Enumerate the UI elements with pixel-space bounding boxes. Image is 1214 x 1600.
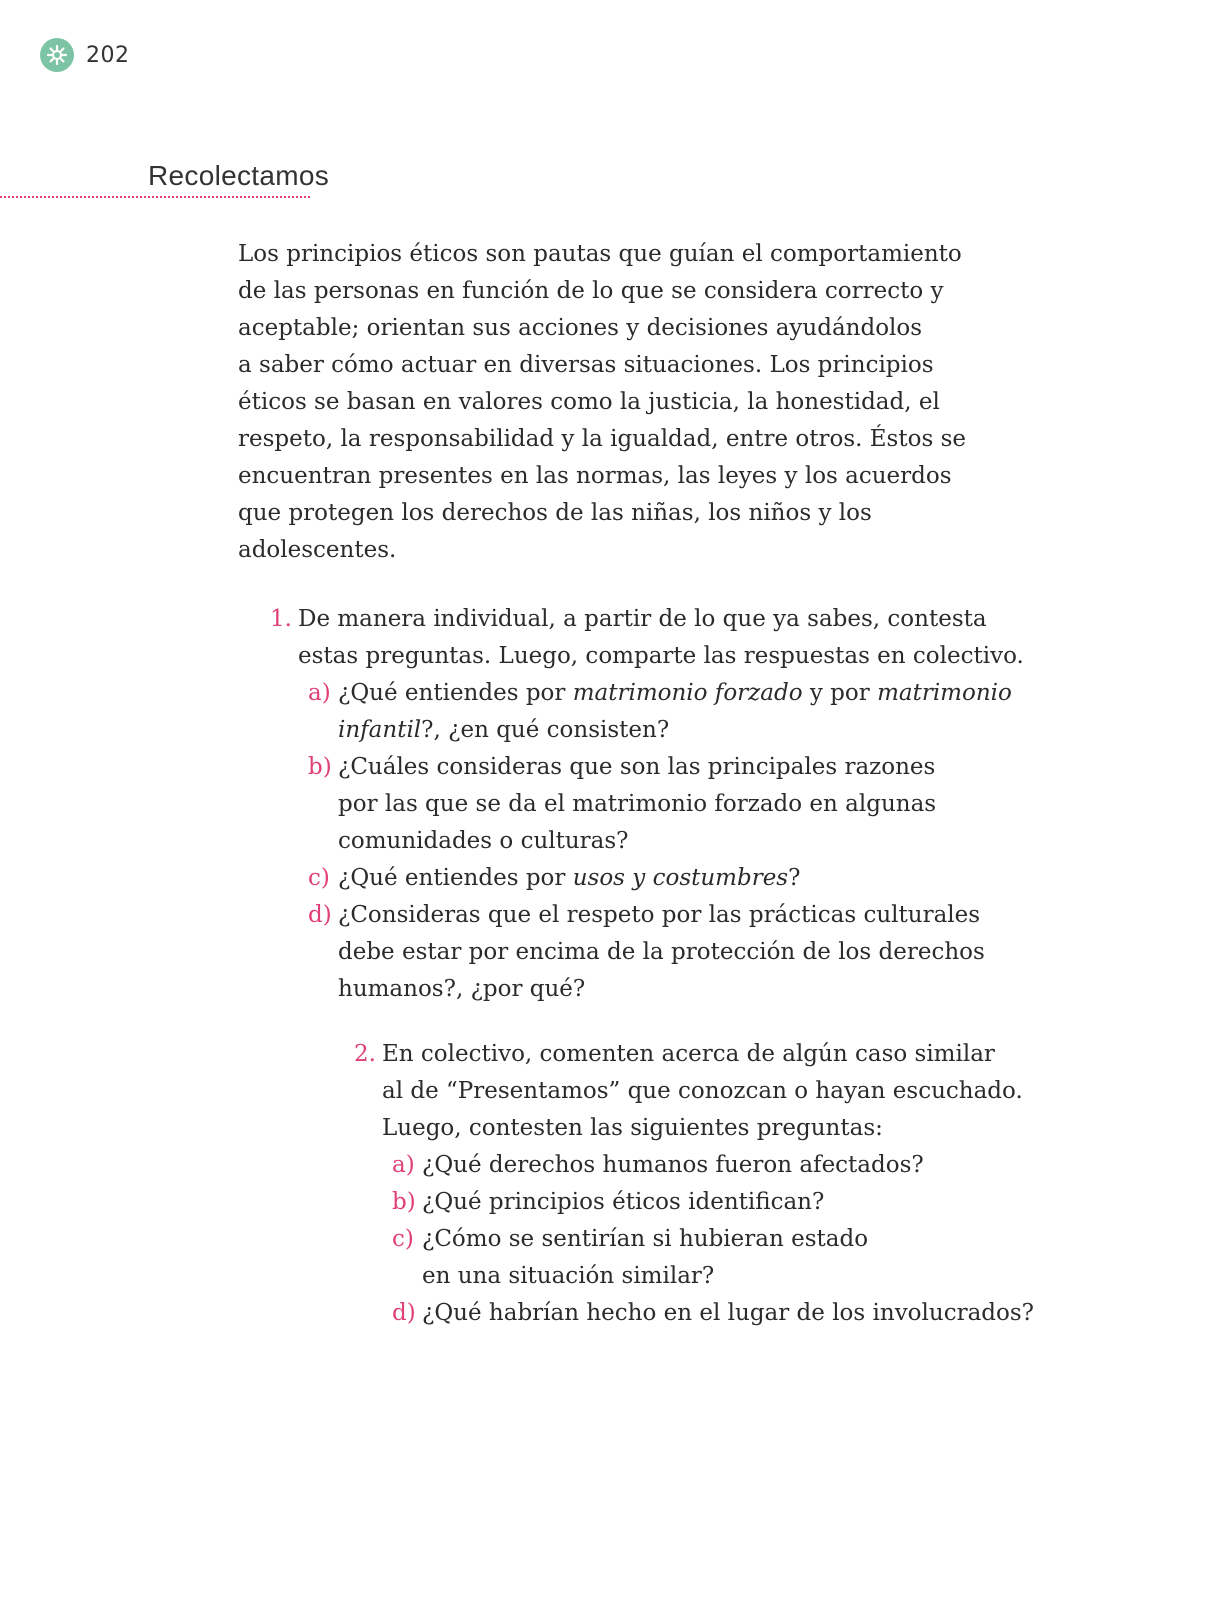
sub-question-letter: b): [392, 1189, 416, 1215]
question-text: estas preguntas. Luego, comparte las respuestas en colectivo.: [298, 643, 1024, 669]
sub-question-b: [308, 749, 970, 860]
intro-line: adolescentes.: [238, 537, 397, 563]
text-run: ?: [788, 865, 801, 891]
italic-term: matrimonio forzado: [572, 680, 803, 706]
question-text: En colectivo, comenten acerca de algún caso similar: [382, 1041, 995, 1067]
question-number: 1.: [270, 606, 292, 632]
sub-question-text: por las que se da el matrimonio forzado en algunas: [338, 791, 937, 817]
intro-line: éticos se basan en valores como la justicia, la honestidad, el: [238, 389, 940, 415]
text-run: ¿Qué entiendes por: [338, 865, 573, 891]
sub-question-letter: a): [392, 1152, 415, 1178]
sub-question-letter: d): [392, 1300, 416, 1326]
sub-question-text: ¿Qué habrían hecho en el lugar de los involucrados?: [422, 1300, 1034, 1326]
intro-line: a saber cómo actuar en diversas situaciones. Los principios: [238, 352, 934, 378]
sub-question-letter: c): [308, 865, 330, 891]
question-text: De manera individual, a partir de lo que ya sabes, contesta: [298, 606, 987, 632]
sub-question-a: [308, 675, 1012, 749]
sub-question-text: ¿Consideras que el respeto por las prácticas culturales: [338, 902, 981, 928]
sub-question-letter: a): [308, 680, 331, 706]
sub-question-text: ¿Qué principios éticos identifican?: [422, 1189, 825, 1215]
question-1: [270, 601, 1024, 1008]
section-heading: [0, 160, 330, 198]
intro-line: aceptable; orientan sus acciones y decisiones ayudándolos: [238, 315, 923, 341]
italic-term: matrimonio: [877, 680, 1012, 706]
sub-question-text: ¿Cuáles consideras que son las principales razones: [338, 754, 936, 780]
sub-question-letter: b): [308, 754, 332, 780]
sub-question-text: comunidades o culturas?: [338, 828, 629, 854]
intro-line: de las personas en función de lo que se considera correcto y: [238, 278, 944, 304]
sub-question-d: [308, 897, 985, 1008]
sub-question-text: humanos?, ¿por qué?: [338, 976, 586, 1002]
intro-line: Los principios éticos son pautas que guían el comportamiento: [238, 241, 962, 267]
sub-question-text: [338, 860, 800, 897]
sub-question-text: ¿Qué derechos humanos fueron afectados?: [422, 1152, 924, 1178]
gear-flower-icon: [40, 38, 74, 72]
sub-question-text: en una situación similar?: [422, 1263, 715, 1289]
section-title: Recolectamos: [148, 160, 330, 191]
sub-question-text: [338, 712, 1012, 749]
sub-question-text: debe estar por encima de la protección de los derechos: [338, 939, 985, 965]
text-run: ?, ¿en qué consisten?: [421, 717, 670, 743]
italic-term: infantil: [338, 717, 422, 743]
sub-question-b: [392, 1184, 994, 1221]
intro-line: que protegen los derechos de las niñas, los niños y los: [238, 500, 872, 526]
italic-term: usos y costumbres: [572, 865, 789, 891]
sub-question-letter: d): [308, 902, 332, 928]
sub-question-c: [308, 860, 970, 897]
intro-paragraph: [238, 236, 966, 569]
sub-question-a: [392, 1147, 994, 1184]
page-header: [40, 38, 130, 72]
question-number: 2.: [354, 1041, 376, 1067]
question-1-stem: [270, 601, 1024, 675]
sub-question-list: [354, 1147, 1034, 1332]
question-text: al de “Presentamos” que conozcan o hayan escuchado.: [382, 1078, 1023, 1104]
sub-question-text: ¿Cómo se sentirían si hubieran estado: [422, 1226, 869, 1252]
sub-question-text: [338, 675, 1012, 712]
page-number: 202: [86, 42, 130, 68]
text-run: ¿Qué entiendes por: [338, 680, 573, 706]
question-text: Luego, contesten las siguientes preguntas:: [382, 1115, 883, 1141]
question-2-stem: [354, 1036, 1023, 1147]
intro-line: encuentran presentes en las normas, las leyes y los acuerdos: [238, 463, 952, 489]
question-2: [354, 1036, 1034, 1332]
sub-question-list: [270, 675, 1012, 1008]
sub-question-letter: c): [392, 1226, 414, 1252]
sub-question-c: [392, 1221, 994, 1295]
sub-question-d: [392, 1295, 1034, 1332]
text-run: y por: [802, 680, 878, 706]
intro-line: respeto, la responsabilidad y la igualdad, entre otros. Éstos se: [238, 426, 966, 452]
